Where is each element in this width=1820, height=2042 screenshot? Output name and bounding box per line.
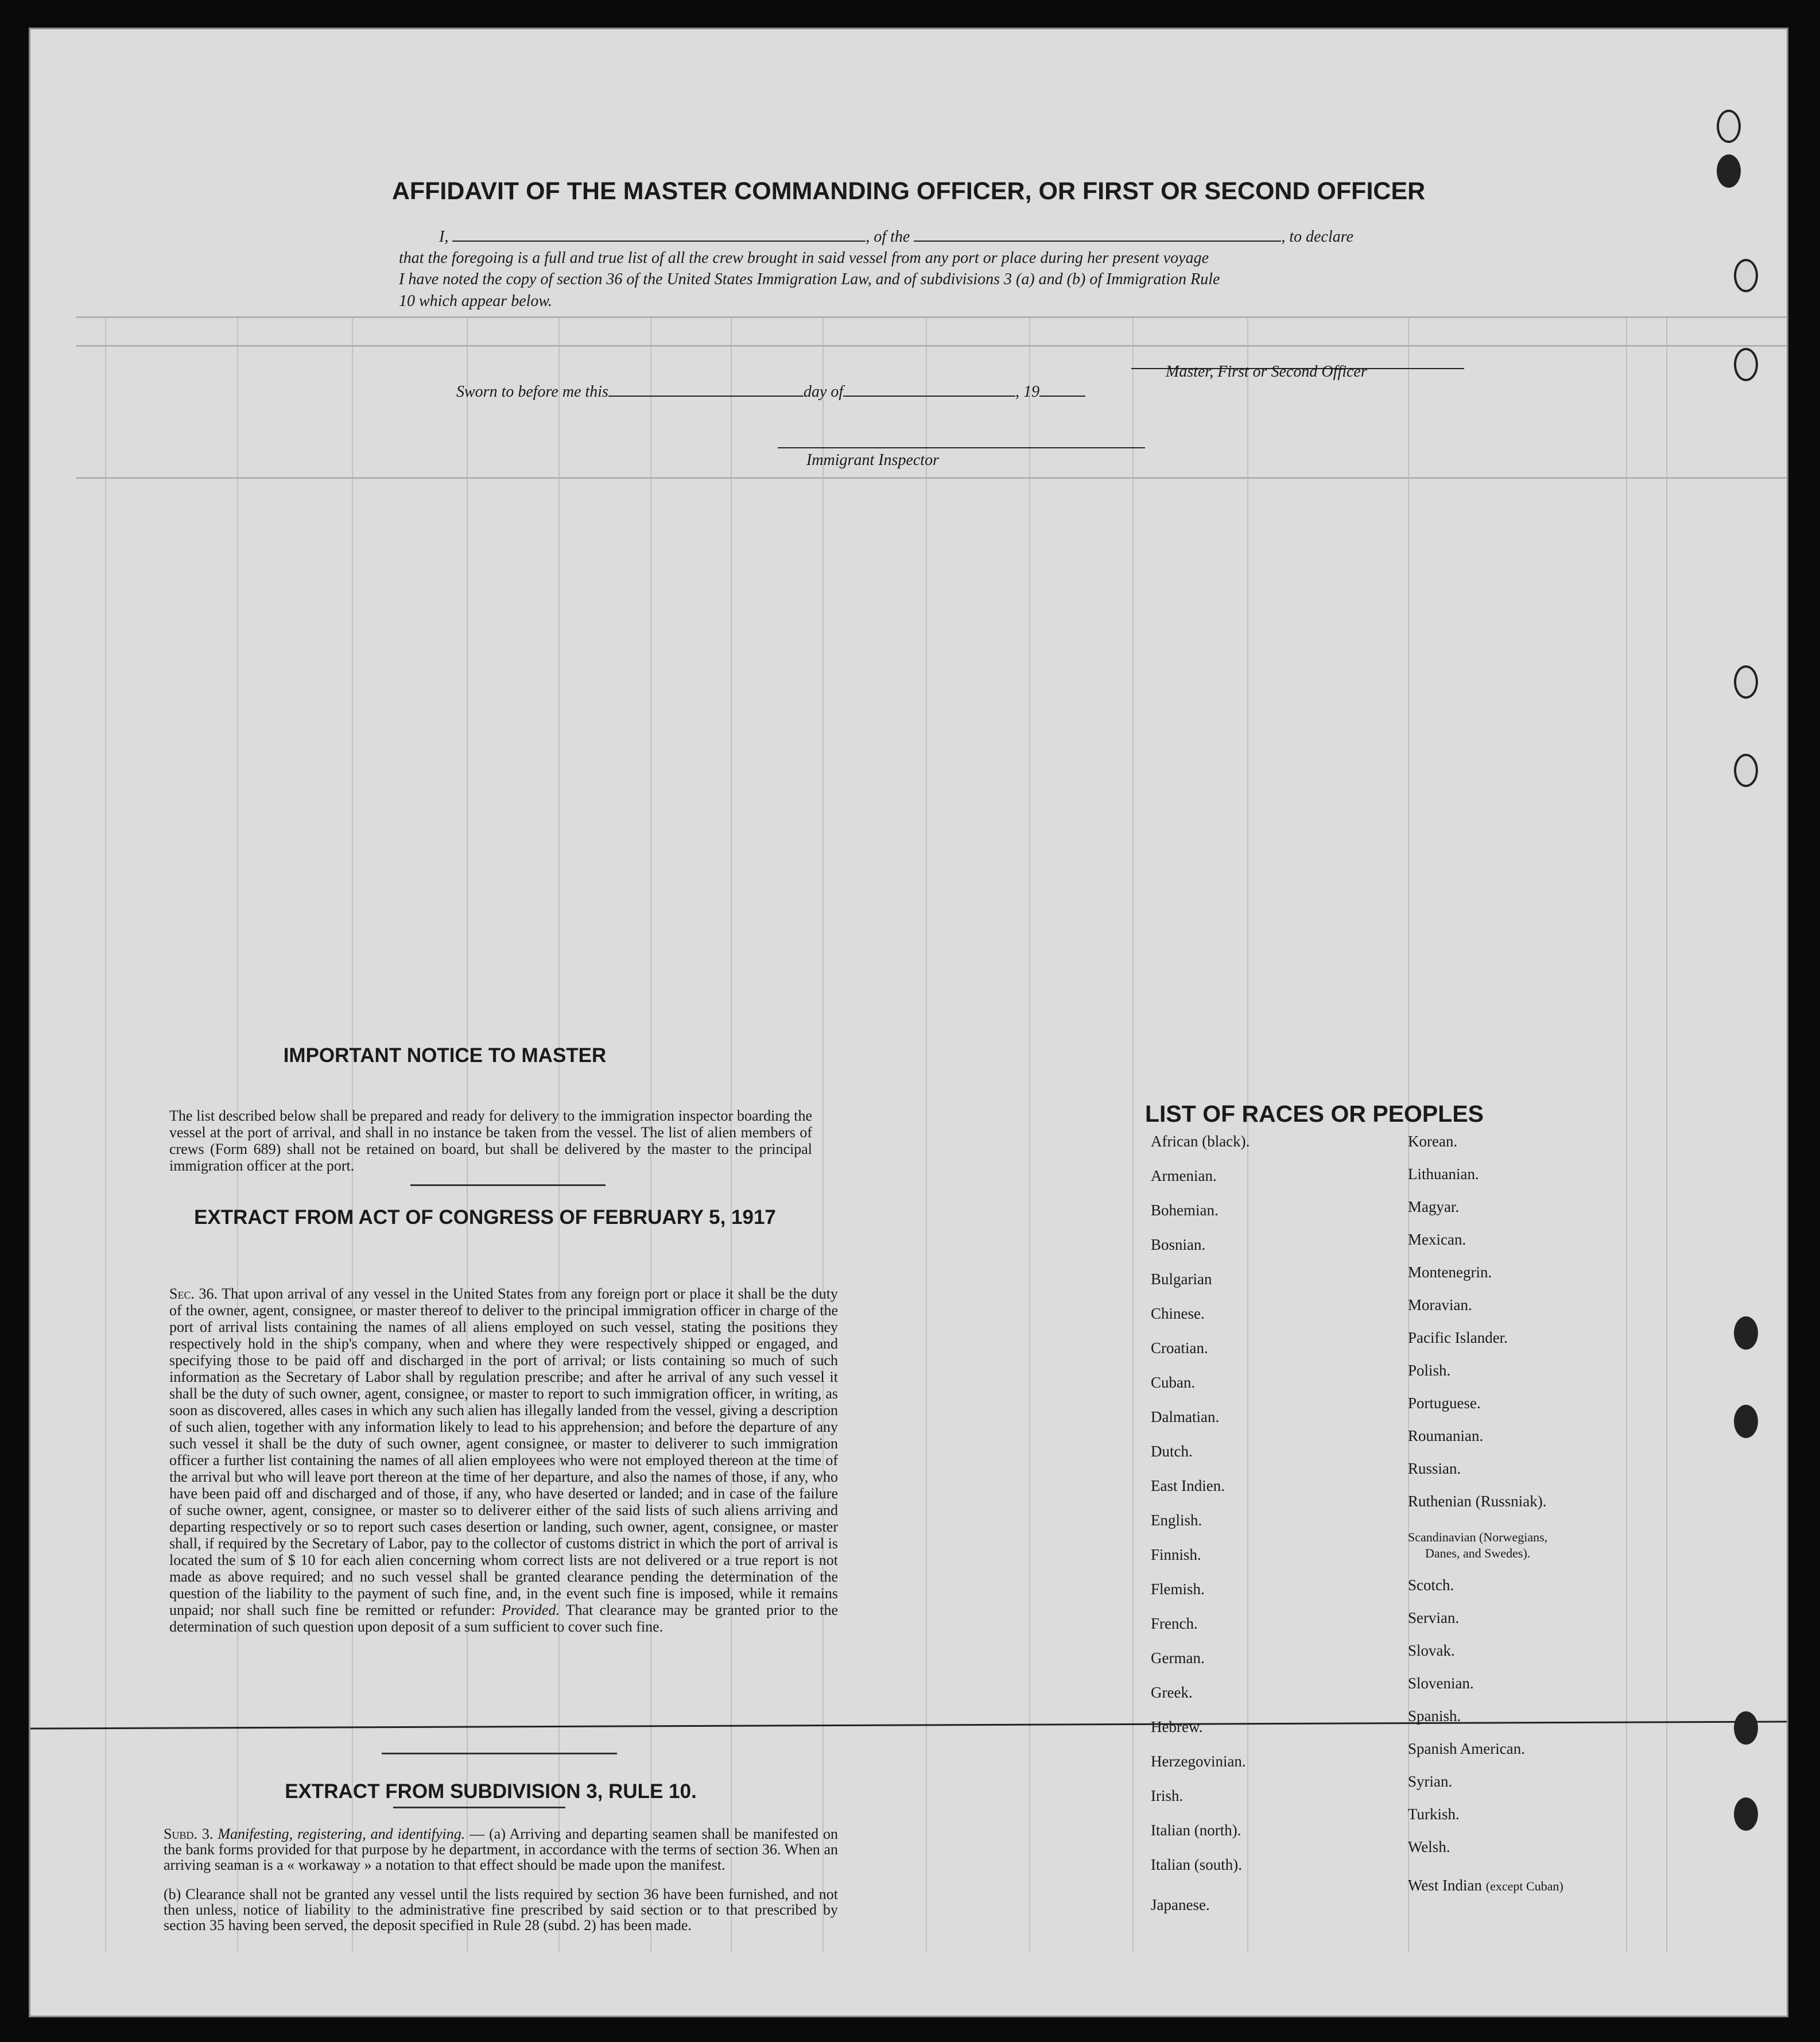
race-item: Syrian.: [1408, 1773, 1453, 1790]
race-item: Roumanian.: [1408, 1427, 1484, 1444]
race-item: East Indien.: [1151, 1477, 1225, 1494]
race-item: Chinese.: [1151, 1305, 1205, 1322]
punch-hole-icon: [1734, 754, 1758, 787]
punch-hole-icon: [1734, 665, 1758, 699]
races-list: [1145, 1133, 1581, 1936]
race-item: Irish.: [1151, 1787, 1183, 1804]
race-item: Montenegrin.: [1408, 1264, 1492, 1281]
race-item: Ruthenian (Russniak).: [1408, 1493, 1547, 1510]
rule-extract-b: (b) Clearance shall not be granted any vessel until the lists required by section 36 have been furnished, and not then unless, notice of liability to the administrative fine prescribed by said section or to that prescribed by section 35 having been served, the deposit specified in Rule 28 (subd. 2) has been made.: [164, 1886, 838, 1933]
race-item: Magyar.: [1408, 1198, 1460, 1215]
rule-extract-heading: EXTRACT FROM SUBDIVISION 3, RULE 10.: [285, 1780, 697, 1803]
affidavit-title: AFFIDAVIT OF THE MASTER COMMANDING OFFICER, OR FIRST OR SECOND OFFICER: [391, 177, 1426, 205]
fold-line: [30, 1694, 1787, 1763]
manifest-sheet: [29, 28, 1788, 2017]
rule-subd-lead: Subd. 3.: [164, 1826, 214, 1842]
inspector-signature-line[interactable]: [778, 447, 1145, 448]
race-item: Korean.: [1408, 1133, 1458, 1150]
race-item: Herzegovinian.: [1151, 1753, 1246, 1770]
race-item: Armenian.: [1151, 1167, 1217, 1184]
race-item: Cuban.: [1151, 1374, 1196, 1391]
punch-hole-icon: [1734, 1405, 1758, 1438]
table-rule-header-bottom: [76, 477, 1787, 479]
act-section-body: That upon arrival of any vessel in the United States from any foreign port or place it shall be the duty of the owner, agent, consignee, or master thereof to deliver to the principal immigration officer in charge of the port of arrival lists containing the names of all aliens employed on such vessel, stating the positions they respectively hold in the ship's company, when and where they were respectively shipped or engaged, and specifying those to be paid off and discharged in the port of arrival; or lists containing so much of such information as the Secretary of Labor shall by regulation prescribe; and after he arrival of any such vessel it shall be the duty of such owner, agent, consignee, or master to report to such immigration officer, in writing, as soon as discovered, alles cases in which any such alien has illegally landed from the vessel, giving a description of such alien, together with any information likely to lead to his apprehension; and before the departure of any such vessel it shall be the duty of such owner, agent consignee, or master to deliverer to such immigration officer a further list containing the names of all alien employees who were not employed thereon at the time of the arrival but who will leave port thereon at the time of her departure, and also the names of those, if any, who have been paid off and discharged and of those, if any, who have deserted or landed; and in case of the failure of suche owner, agent, consignee, or master so to deliverer either of the said lists of such aliens arriving and departing respectively or so to report such cases desertion or landing, such owner, agent, consignee, or master shall, if required by the Secretary of Labor, pay to the collector of customs district in which the port of arrival is located the sum of $ 10 for each alien concerning whom correct lists are not delivered or a true report is not made as above required; and no such vessel shall be granted clearance pending the determination of the question of the liability to the payment of such fine, and, in the event such fine is imposed, while it remains unpaid; nor shall such fine be remitted or refunder:: [169, 1285, 838, 1618]
vessel-name-field[interactable]: [914, 226, 1281, 242]
affidavit-declare-label: , to declare: [1281, 228, 1354, 246]
race-item: Japanese.: [1151, 1896, 1210, 1913]
race-item: Moravian.: [1408, 1296, 1472, 1313]
sworn-month-field[interactable]: [843, 381, 1015, 397]
affidavit-of-the-label: , of the: [866, 228, 910, 246]
punch-hole-icon: [1734, 348, 1758, 381]
race-item: Italian (south).: [1151, 1856, 1242, 1873]
notice-text: The list described below shall be prepared and ready for delivery to the immigration inspector boarding the vessel at the port of arrival, and shall in no instance be taken from the vessel. The list of alien members of crews (Form 689) shall not be retained on board, but shall be delivered by the master to the principal immigration officer at the port.: [169, 1107, 812, 1174]
affidavit-i-label: I,: [439, 228, 449, 246]
race-item: Hebrew.: [1151, 1718, 1203, 1735]
race-item: English.: [1151, 1512, 1202, 1529]
act-provided: Provided.: [502, 1602, 560, 1618]
sworn-year-field[interactable]: [1039, 381, 1085, 397]
race-item: Mexican.: [1408, 1231, 1466, 1248]
races-heading: LIST OF RACES OR PEOPLES: [1145, 1101, 1484, 1127]
rule-subd-title: Manifesting, registering, and identifying.: [218, 1826, 465, 1842]
race-scandinavian: Scandinavian (Norwegians,: [1408, 1530, 1548, 1544]
race-west-indian-suffix: (except Cuban): [1485, 1879, 1563, 1893]
race-item: Dutch.: [1151, 1443, 1193, 1460]
rule-extract-a: [164, 1826, 838, 1873]
race-item: Pacific Islander.: [1408, 1329, 1508, 1346]
race-item: Slovenian.: [1408, 1675, 1474, 1692]
race-item: Dalmatian.: [1151, 1408, 1220, 1425]
race-item: Bulgarian: [1151, 1270, 1212, 1288]
table-rule-header: [76, 345, 1787, 347]
divider-3: [393, 1807, 565, 1808]
race-item: Portuguese.: [1408, 1394, 1481, 1412]
act-section-tail: That clearance may be granted prior to the determination of such question upon deposit of a sum sufficient to cover such fine.: [169, 1602, 839, 1635]
race-item: Polish.: [1408, 1362, 1451, 1379]
punch-hole-icon: [1734, 259, 1758, 292]
race-item: Bosnian.: [1151, 1236, 1206, 1253]
divider-1: [410, 1184, 606, 1186]
affidavit-line-2: that the foregoing is a full and true list of all the crew brought in said vessel from any port or place during her present voyage: [399, 249, 1209, 267]
punch-hole-icon: [1734, 1316, 1758, 1350]
notice-heading: IMPORTANT NOTICE TO MASTER: [283, 1044, 607, 1067]
act-section-lead: Sec. 36.: [169, 1285, 218, 1302]
race-item: Italian (north).: [1151, 1822, 1241, 1839]
affidavit-line-1: [439, 226, 1524, 247]
affidavit-line-4: 10 which appear below.: [399, 292, 553, 310]
race-scandinavian-cont: Danes, and Swedes).: [1425, 1546, 1531, 1560]
race-item: Croatian.: [1151, 1339, 1208, 1357]
race-item: Slovak.: [1408, 1642, 1455, 1659]
race-item: Welsh.: [1408, 1838, 1450, 1855]
race-item: Flemish.: [1151, 1580, 1205, 1598]
punch-hole-icon: [1717, 154, 1741, 188]
race-west-indian: West Indian: [1408, 1877, 1483, 1894]
race-item: Scotch.: [1408, 1576, 1454, 1594]
sworn-line: [456, 381, 1085, 402]
race-item: Finnish.: [1151, 1546, 1201, 1563]
day-of-label: day of: [803, 383, 844, 401]
race-item: Lithuanian.: [1408, 1165, 1479, 1183]
punch-hole-icon: [1734, 1797, 1758, 1831]
race-item: Servian.: [1408, 1609, 1460, 1626]
race-item: Bohemian.: [1151, 1202, 1218, 1219]
act-extract-heading: EXTRACT FROM ACT OF CONGRESS OF FEBRUARY 5, 1917: [194, 1206, 776, 1229]
table-rule-top: [76, 316, 1787, 318]
race-item: Russian.: [1408, 1460, 1461, 1477]
sworn-label: Sworn to before me this: [456, 383, 608, 401]
rule-subd-a-text: — (a) Arriving and departing seamen shall be manifested on the bank forms provided for that purpose by he department, in accordance with the terms of section 36. When an arriving seaman is a « workaway » a notation to that effect should be made upon the manifest.: [164, 1826, 839, 1873]
race-item: French.: [1151, 1615, 1198, 1632]
year-prefix-label: , 19: [1015, 383, 1040, 401]
race-item: [1408, 1528, 1547, 1545]
punch-hole-icon: [1717, 110, 1741, 143]
race-item: African (black).: [1151, 1133, 1250, 1150]
race-item: [1408, 1877, 1563, 1894]
race-item: Turkish.: [1408, 1805, 1460, 1823]
sworn-day-field[interactable]: [608, 381, 804, 397]
affidavit-line-3: I have noted the copy of section 36 of the United States Immigration Law, and of subdivisions 3 (a) and (b) of Immigration Rule: [399, 270, 1220, 288]
master-name-field[interactable]: [452, 226, 866, 242]
master-signature-label: Master, First or Second Officer: [1166, 363, 1367, 381]
race-item: [1425, 1544, 1530, 1561]
race-item: German.: [1151, 1649, 1205, 1667]
race-item: Spanish.: [1408, 1707, 1461, 1725]
inspector-label: Immigrant Inspector: [806, 451, 939, 469]
race-item: Greek.: [1151, 1684, 1193, 1701]
race-item: Spanish American.: [1408, 1740, 1525, 1757]
act-extract-text: [169, 1285, 838, 1635]
